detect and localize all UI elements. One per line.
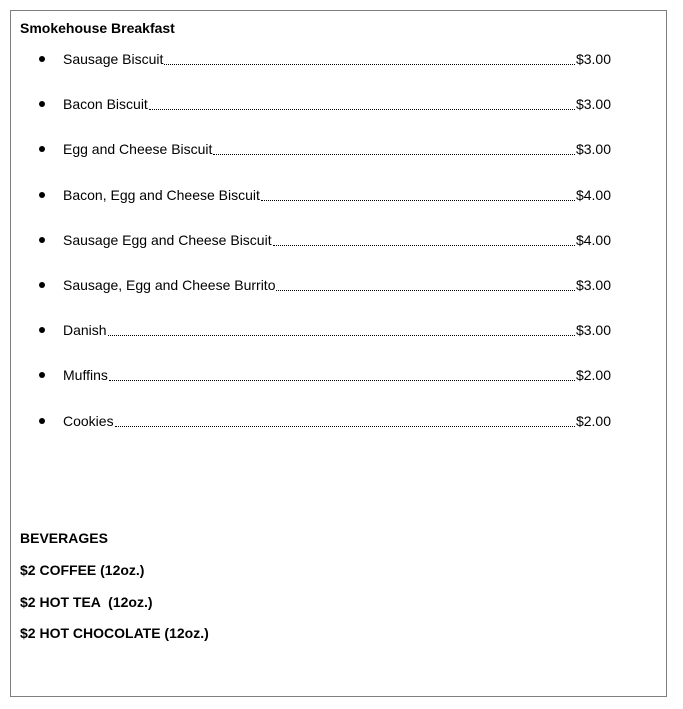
menu-item-name: Sausage Egg and Cheese Biscuit [63, 231, 272, 248]
menu-item [39, 365, 611, 410]
beverage-line: $2 HOT CHOCOLATE (12oz.) [20, 625, 209, 641]
dot-leader [213, 139, 575, 155]
dot-leader [115, 411, 575, 427]
menu-item [39, 185, 611, 230]
menu-item-price: $4.00 [575, 186, 611, 203]
menu-item [39, 320, 611, 365]
menu-item-price: $3.00 [575, 322, 611, 339]
bullet-icon [39, 372, 45, 378]
bullet-icon [39, 418, 45, 424]
menu-item [39, 139, 611, 184]
menu-item-price: $4.00 [575, 231, 611, 248]
menu-item-price: $3.00 [575, 141, 611, 158]
menu-item [39, 275, 611, 320]
beverage-line: $2 COFFEE (12oz.) [20, 562, 145, 578]
menu-item-name: Danish [63, 322, 107, 339]
bullet-icon [39, 56, 45, 62]
dot-leader [276, 275, 574, 291]
dot-leader [149, 94, 575, 110]
bullet-icon [39, 327, 45, 333]
bullet-icon [39, 146, 45, 152]
menu-item-name: Sausage Biscuit [63, 51, 164, 67]
dot-leader [164, 49, 575, 65]
menu-item-price: $2.00 [575, 367, 611, 384]
bullet-icon [39, 101, 45, 107]
bullet-icon [39, 237, 45, 243]
menu-item [39, 94, 611, 139]
dot-leader [261, 185, 575, 201]
dot-leader [109, 365, 575, 381]
menu-item-name: Bacon, Egg and Cheese Biscuit [63, 186, 260, 203]
dot-leader [273, 230, 575, 246]
menu-item-name: Cookies [63, 412, 114, 429]
dot-leader [108, 320, 575, 336]
menu-item-name: Sausage, Egg and Cheese Burrito [63, 276, 276, 293]
menu-item [39, 49, 611, 94]
menu-item-name: Egg and Cheese Biscuit [63, 141, 213, 158]
beverages-heading: BEVERAGES [20, 530, 108, 546]
menu-item-price: $3.00 [575, 96, 611, 113]
menu-item-price: $2.00 [575, 412, 611, 429]
menu-item [39, 411, 611, 456]
bullet-icon [39, 282, 45, 288]
menu-item-name: Bacon Biscuit [63, 96, 148, 113]
menu-list [39, 49, 611, 456]
menu-page [10, 10, 667, 697]
menu-item-name: Muffins [63, 367, 108, 384]
menu-item [39, 230, 611, 275]
menu-item-price: $3.00 [575, 51, 611, 67]
beverages-section [20, 529, 209, 656]
bullet-icon [39, 192, 45, 198]
menu-item-price: $3.00 [575, 276, 611, 293]
beverage-line: $2 HOT TEA (12oz.) [20, 593, 153, 610]
menu-title: Smokehouse Breakfast [20, 20, 175, 36]
